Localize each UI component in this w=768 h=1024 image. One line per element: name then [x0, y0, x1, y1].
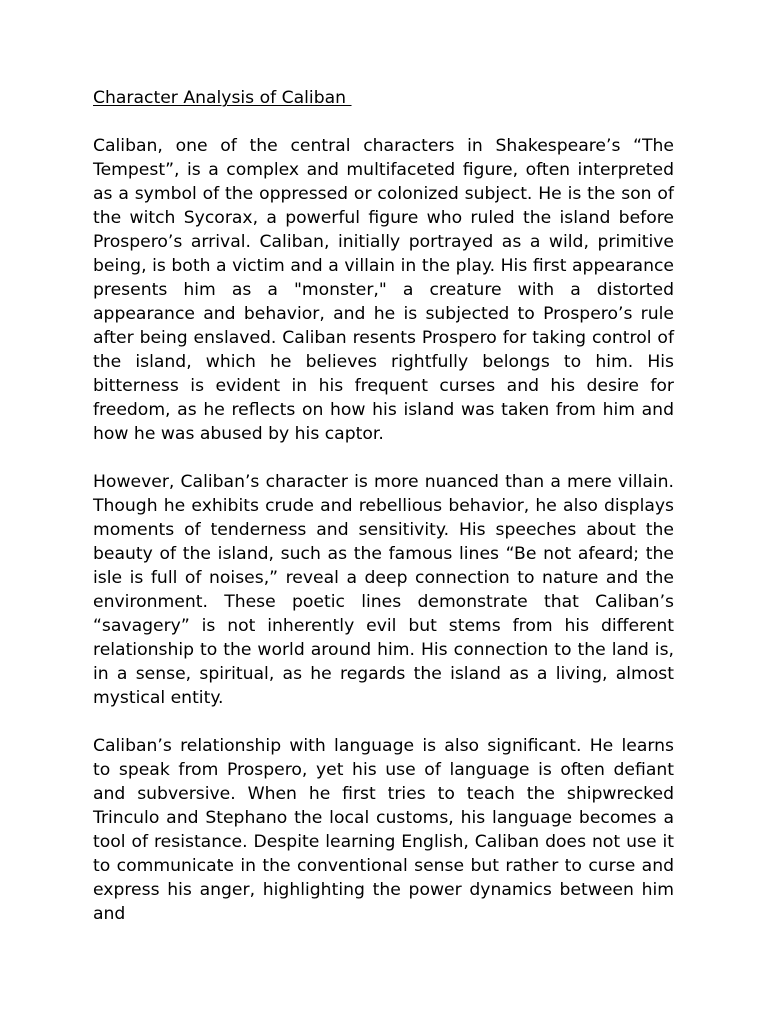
paragraph-1: Caliban, one of the central characters in Shakespeare’s “The Tempest”, is a complex and multifaceted figure, often interpreted as a symbol of the oppressed or colonized subject. He is the son of the witch Sycorax, a powerful figure who ruled the island before Prospero’s arrival. Caliban, initially portrayed as a wild, primitive being, is both a victim and a villain in the play. His first appearance presents him as a "monster," a creature with a distorted appearance and behavior, and he is subjected to Prospero’s rule after being enslaved. Caliban resents Prospero for taking control of the island, which he believes rightfully belongs to him. His bitterness is evident in his frequent curses and his desire for freedom, as he reflects on how his island was taken from him and how he was abused by his captor.: [93, 136, 674, 444]
paragraph-2: However, Caliban’s character is more nuanced than a mere villain. Though he exhibits crude and rebellious behavior, he also displays moments of tenderness and sensitivity. His speeches about the beauty of the island, such as the famous lines “Be not afeard; the isle is full of noises,” reveal a deep connection to nature and the environment. These poetic lines demonstrate that Caliban’s “savagery” is not inherently evil but stems from his different relationship to the world around him. His connection to the land is, in a sense, spiritual, as he regards the island as a living, almost mystical entity.: [93, 472, 674, 708]
document-title: Character Analysis of Caliban: [93, 88, 352, 108]
document-page: [93, 86, 674, 950]
paragraph-3: Caliban’s relationship with language is also significant. He learns to speak from Prospero, yet his use of language is often defiant and subversive. When he first tries to teach the shipwrecked Trinculo and Stephano the local customs, his language becomes a tool of resistance. Despite learning English, Caliban does not use it to communicate in the conventional sense but rather to curse and express his anger, highlighting the power dynamics between him and: [93, 736, 674, 924]
